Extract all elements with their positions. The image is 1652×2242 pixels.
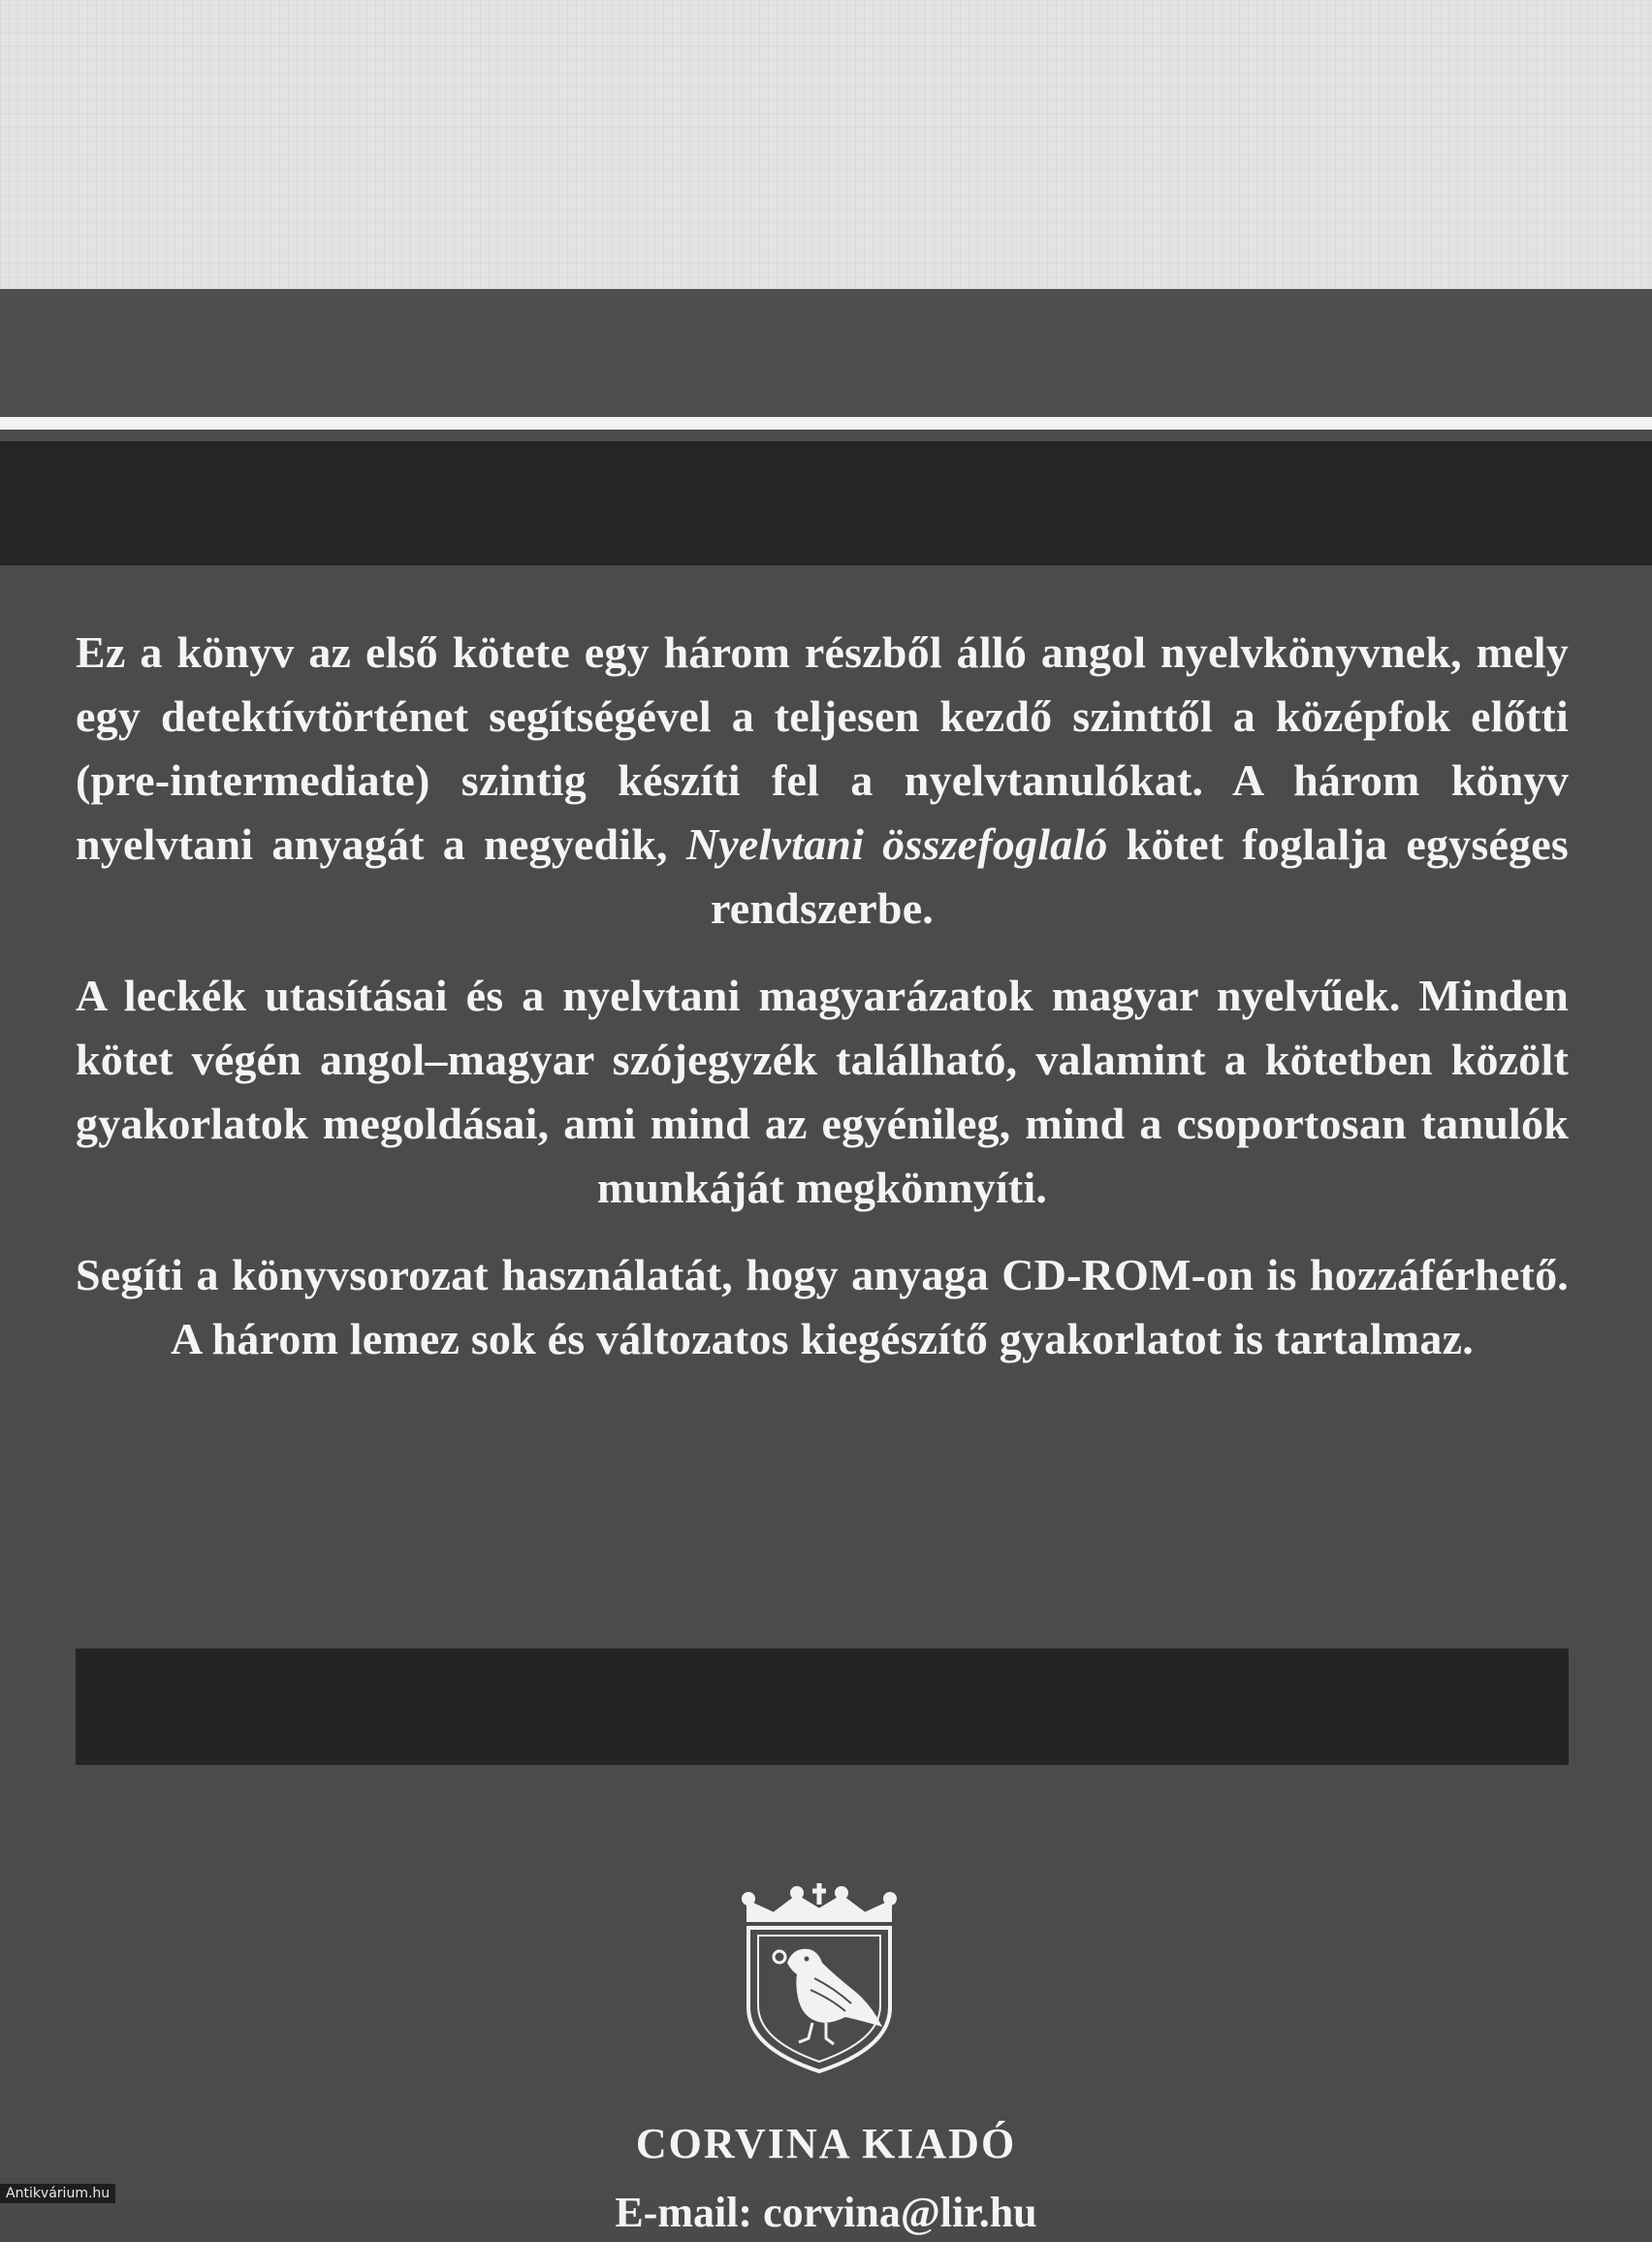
cover-top-band <box>0 289 1652 417</box>
publisher-name: CORVINA KIADÓ <box>635 2120 1017 2167</box>
background-paper <box>0 0 1652 291</box>
blurb-paragraph-3: Segíti a könyvsorozat használatát, hogy anyaga CD-ROM-on is hozzáférhető. A három lemez sok és változatos kiegészítő gyakorlatot is tartalmaz. <box>76 1250 1569 1363</box>
dark-stripe <box>0 441 1652 565</box>
blurb-p1-text: Ez a könyv az első kötete egy három részből álló angol nyelvkönyvnek, mely egy detektívtörténet segítségével a teljesen kezdő szinttől a középfok előtti (pre-intermediate) szintig készíti fel a nyelvtanulókat. A három könyv nyelvtani anyagát a negyedik, <box>76 627 1569 869</box>
book-title-italic: Nyelvtani összefoglaló <box>685 819 1108 869</box>
blurb-paragraph-1 <box>76 621 1569 941</box>
back-cover-blurb <box>76 621 1569 1394</box>
crown-shield-raven-icon <box>737 1881 902 2075</box>
white-stripe <box>0 417 1652 430</box>
blurb-paragraph-2: A leckék utasításai és a nyelvtani magyarázatok magyar nyelvűek. Minden kötet végén angol–magyar szójegyzék található, valamint a kötetben közölt gyakorlatok megoldásai, ami mind az egyénileg, mind a csoportosan tanulók munkáját megkönnyíti. <box>76 971 1569 1212</box>
publisher-contact-partial: E-mail: corvina@lir.hu <box>615 2189 1037 2236</box>
blurb-p1-text-end: kötet foglalja egységes rendszerbe. <box>710 819 1569 933</box>
watermark: Antikvárium.hu <box>0 2184 115 2203</box>
bottom-dark-bar <box>76 1649 1569 1765</box>
